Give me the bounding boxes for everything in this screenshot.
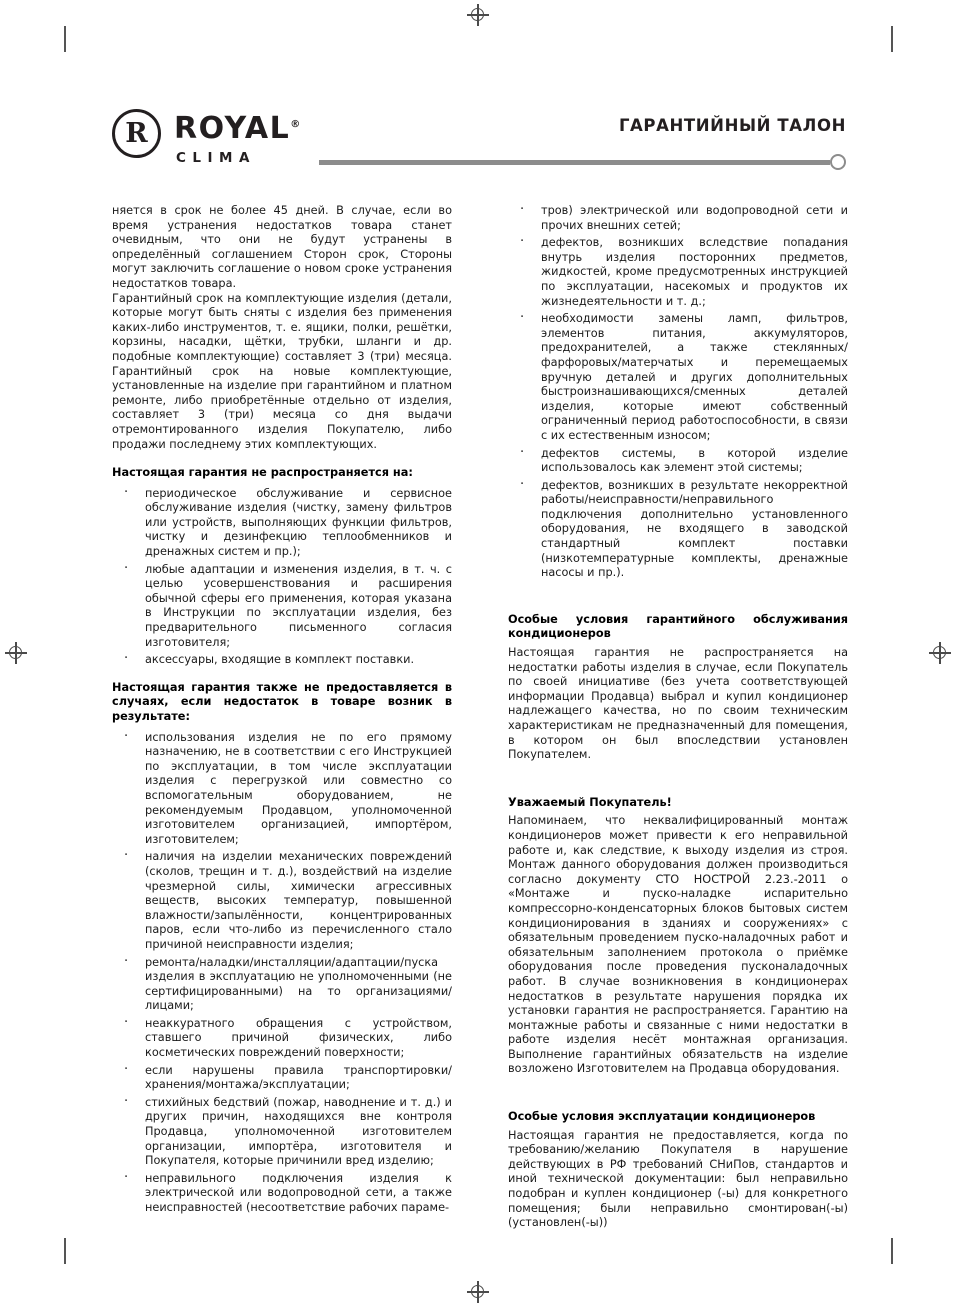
list-item: · дефектов системы, в которой изделие использовалось как элемент этой системы; [508, 447, 848, 476]
document-header [112, 108, 846, 170]
brand-logo [112, 108, 300, 166]
list-item: · аксессуары, входящие в комплект поставки. [112, 653, 452, 668]
registration-mark-right [929, 642, 951, 664]
registration-circle [471, 8, 484, 21]
header-dot-decoration [830, 154, 846, 170]
list-item: · тров) электрической или водопроводной сети и прочих внешних сетей; [508, 204, 848, 233]
heading-special-service-conditions: Особые условия гарантийного обслуживания кондиционеров [508, 612, 848, 641]
paragraph-special-operation-conditions: Настоящая гарантия не предоставляется, когда по требованию/желанию Покупателя в нарушение действующих в РФ требований СНиПов, стандартов и иной технической документации: был неправильно подобран и куплен кондиционер (-ы) для конкретного помещения; были неправильно смонтирован(-ы) (установлен(-ы)) [508, 1128, 848, 1230]
crop-mark-top-right [891, 26, 893, 52]
paragraph-special-service-conditions: Настоящая гарантия не распространяется на недостатки работы изделия в случае, если Покупатель по своей инициативе (без учета соответствующей информации Продавца) выбрал и купил кондиционер надлежащего качества, но по своим техническим характеристикам не предназначенный для помещения, в котором он был впоследствии установлен Покупателем. [508, 646, 848, 762]
crop-mark-bottom-left [64, 1238, 66, 1264]
list-item: · использования изделия не по его прямому назначению, не в соответствии с его Инструкцией по эксплуатации, в том числе эксплуатации изделия с перегрузкой или совместно со вспомогательным оборудованием, не рекомендуемым Продавцом, уполномоченной изготовителем организацией, импортёром, изготовителем; [112, 731, 452, 848]
list-item: · дефектов, возникших в результате некорректной работы/неисправности/неправильного подключения дополнительно установленного оборудования, не входящего в заводской стандартный комплект поставки (низкотемпературные комплекты, дренажные насосы и пр.). [508, 479, 848, 581]
heading-special-operation-conditions: Особые условия эксплуатации кондиционеров [508, 1110, 816, 1124]
registration-mark-left [5, 642, 27, 664]
paragraph-dear-buyer: Напоминаем, что неквалифицированный монтаж кондиционеров может привести к его неправильной работе и, как следствие, к выходу изделия из строя. Монтаж данного оборудования должен производиться согласно документу СТО НОСТРОЙ 2.23.-2011 о «Монтаже и пуско-наладке испарительно компрессорно-конденсаторных блоков бытовых систем кондиционирования в зданиях и сооружениях» с обязательным проведением пуско-наладочных работ и обязательным заполнением протокола о приёмке оборудования после проведения пусконаладочных работ. В случае возникновения в кондиционерах недостатков в результате нарушения порядка их установки гарантия не распространяется. Гарантию на монтажные работы и связанные с ними недостатки в работе изделия несёт монтажная организация. Выполнение гарантийных обязательств на изделие возложено Изготовителем на Продавца оборудования. [508, 814, 848, 1076]
royal-logo-icon [112, 109, 161, 158]
logo-letter: R [125, 117, 148, 149]
registration-mark-top [467, 4, 489, 26]
right-column [508, 204, 848, 1231]
header-divider [319, 160, 830, 165]
spacer [508, 763, 848, 783]
heading-warranty-not-provided: Настоящая гарантия также не предоставляется в случаях, если недостаток в товаре возник в результате: [112, 680, 452, 723]
list-item: · наличия на изделии механических повреждений (сколов, трещин и т. д.), воздействий на изделие чрезмерной силы, химически агрессивных веществ, высоких температур, повышенной влажности/запылённости, концентрированных паров, если что-либо из перечисленного стало причиной неисправности изделия; [112, 850, 452, 952]
spacer [508, 1077, 848, 1097]
list-item: · периодическое обслуживание и сервисное обслуживание изделия (чистку, замену фильтров или устройств, выполняющих функции фильтров, чистку и дезинфекцию теплообменников и дренажных систем и пр.); [112, 487, 452, 560]
heading-warranty-exclusions: Настоящая гарантия не распространяется на: [112, 466, 413, 480]
brand-name-secondary: CLIMA [176, 150, 256, 166]
crop-mark-top-left [64, 26, 66, 52]
paragraph-continued: няется в срок не более 45 дней. В случае, если во время устранения недостатков товара станет очевидным, что они не будут устранены в определённый соглашением Сторон срок, Стороны могут заключить соглашение о новом сроке устранения недостатков товара. [112, 204, 452, 290]
brand-logo-text [174, 108, 300, 166]
crop-mark-bottom-right [891, 1238, 893, 1264]
list-item: · неправильного подключения изделия к электрической или водопроводной сети, а также неисправностей (несоответствие рабочих параме- [112, 1172, 452, 1216]
list-item: · если нарушены правила транспортировки/хранения/монтажа/эксплуатации; [112, 1064, 452, 1093]
list-item: · ремонта/наладки/инсталляции/адаптации/пуска изделия в эксплуатацию не уполномоченными (не сертифицированными) на то организациями/лицами; [112, 956, 452, 1014]
spacer [508, 584, 848, 600]
heading-dear-buyer: Уважаемый Покупатель! [508, 795, 672, 809]
page-title: ГАРАНТИЙНЫЙ ТАЛОН [618, 116, 846, 135]
paragraph-components-warranty: Гарантийный срок на комплектующие изделия (детали, которые могут быть сняты с изделия без применения каких-либо инструментов, т. е. ящики, полки, решётки, корзины, насадки, щётки, трубки, шланги и др. подобные комплектующие) составляет 3 (три) месяца. Гарантийный срок на новые комплектующие, установленные на изделие при гарантийном и платном ремонте, либо приобретённые отдельно от изделия, составляет 3 (три) месяца со дня выдачи отремонтированного изделия Покупателю, либо продажи последнему этих комплектующих. [112, 291, 452, 451]
list-item: · стихийных бедствий (пожар, наводнение и т. д.) и других причин, находящихся вне контроля Продавца, уполномоченной изготовителем организации, импортёра, изготовителя и Покупателя, которые причинили вред изделию; [112, 1096, 452, 1169]
registered-trademark-icon: ® [290, 119, 301, 130]
brand-name-primary: ROYAL® [174, 111, 301, 146]
registration-circle [933, 646, 946, 659]
list-item: · дефектов, возникших вследствие попадания внутрь изделия посторонних предметов, жидкостей, кроме предусмотренных инструкцией по эксплуатации, насекомых и продуктов их жизнедеятельности и т. д.; [508, 236, 848, 309]
list-item: · необходимости замены ламп, фильтров, элементов питания, аккумуляторов, предохранителей, а также стеклянных/фарфоровых/матерчатых и перемещаемых вручную деталей и других дополнительных быстроизнашивающихся/сменных деталей изделия, которые имеют собственный ограниченный период работоспособности, в связи с их естественным износом; [508, 312, 848, 443]
left-column [112, 204, 452, 1219]
list-warranty-not-provided-continued [508, 204, 848, 581]
list-warranty-not-provided [112, 731, 452, 1216]
list-item: · неаккуратного обращения с устройством, ставшего причиной физических, либо косметических повреждений поверхности; [112, 1017, 452, 1061]
list-item: · любые адаптации и изменения изделия, в т. ч. с целью усовершенствования и расширения обычной сферы его применения, которая указана в Инструкции по эксплуатации изделия, без предварительного письменного согласия изготовителя; [112, 563, 452, 651]
list-warranty-exclusions [112, 487, 452, 668]
registration-circle [471, 1285, 484, 1298]
registration-mark-bottom [467, 1281, 489, 1303]
registration-circle [9, 646, 22, 659]
